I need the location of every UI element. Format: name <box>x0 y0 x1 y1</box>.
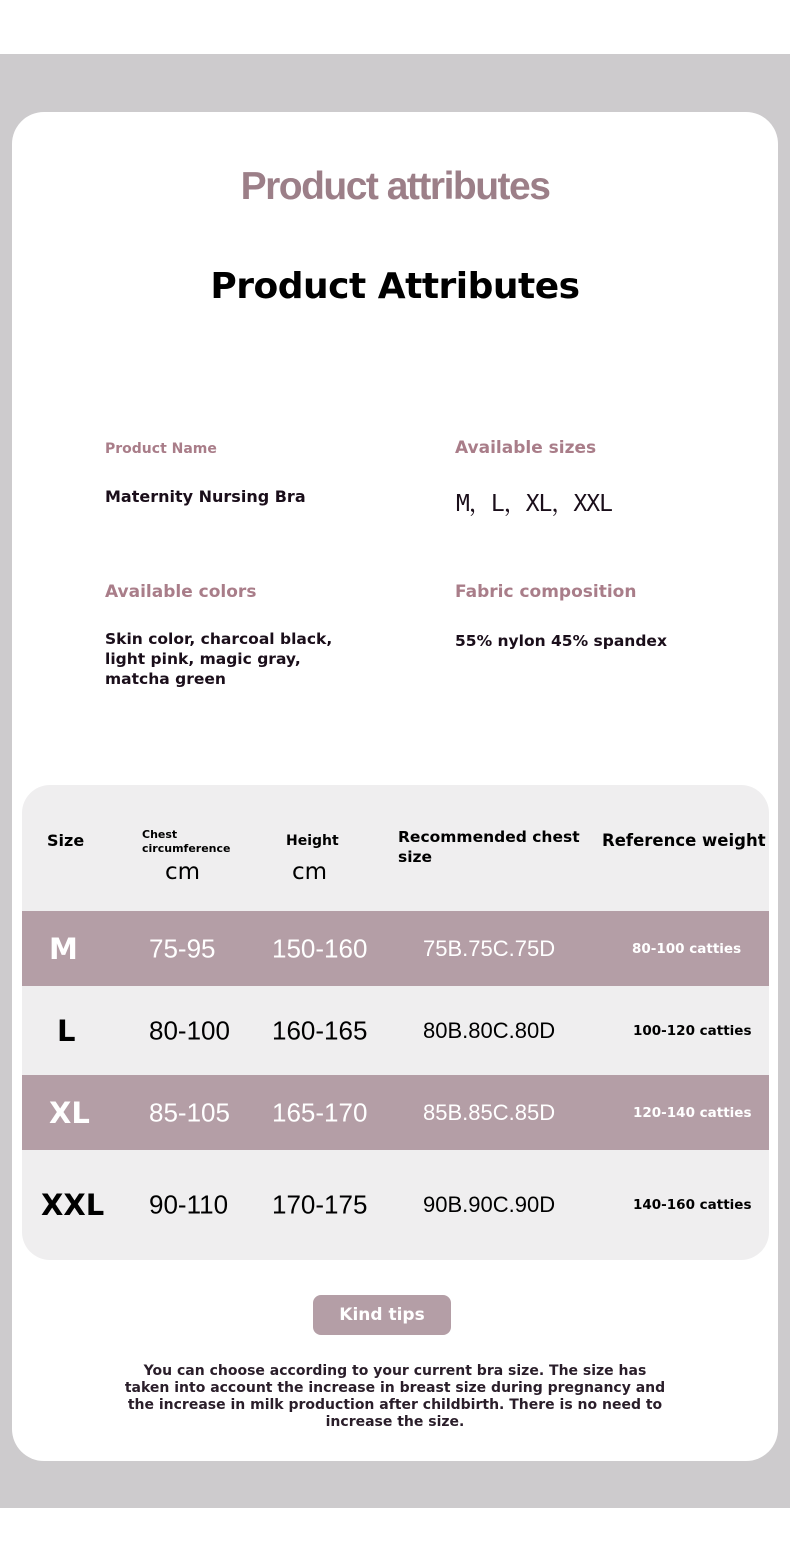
tips-text: You can choose according to your current bra size. The size has taken into account the increase in breast size during pregnancy and the increase in milk production after childbirth. There is no need to increase the size. <box>124 1363 666 1430</box>
cell-size: L <box>57 1013 76 1048</box>
available-sizes-label: Available sizes <box>455 438 597 458</box>
header-size: Size <box>47 831 85 850</box>
cell-size: XXL <box>41 1188 105 1222</box>
cell-chest: 80-100 <box>149 1015 230 1045</box>
header-weight: Reference weight <box>602 831 766 850</box>
cell-recommended: 85B.85C.85D <box>423 1099 556 1125</box>
cell-recommended: 90B.90C.90D <box>423 1192 556 1217</box>
cell-weight: 120-140 catties <box>633 1104 752 1121</box>
available-sizes-value: M，L，XL，XXL <box>456 491 612 517</box>
table-row-xxl <box>22 1150 769 1260</box>
cell-height: 170-175 <box>272 1189 368 1220</box>
fabric-composition-label: Fabric composition <box>455 582 637 602</box>
cell-height: 150-160 <box>272 933 368 963</box>
page-title: Product Attributes <box>210 266 580 307</box>
cell-size: XL <box>49 1095 90 1130</box>
table-row-xl <box>22 1075 769 1150</box>
page-subtitle: Product attributes <box>240 165 550 208</box>
kind-tips-button[interactable]: Kind tips <box>313 1295 451 1335</box>
cell-recommended: 80B.80C.80D <box>423 1017 556 1043</box>
available-colors-value: Skin color, charcoal black, light pink, magic gray, matcha green <box>105 630 333 688</box>
cell-weight: 140-160 catties <box>633 1197 752 1213</box>
header-chest: Chest circumference <box>142 828 231 855</box>
table-row-l <box>22 986 769 1075</box>
header-recommended: Recommended chest size <box>398 828 580 866</box>
cell-chest: 90-110 <box>149 1189 229 1220</box>
cell-size: M <box>49 931 78 966</box>
available-colors-label: Available colors <box>105 582 257 602</box>
header-height-unit: cm <box>292 859 328 885</box>
product-name-value: Maternity Nursing Bra <box>105 487 306 506</box>
cell-recommended: 75B.75C.75D <box>423 935 556 961</box>
cell-height: 165-170 <box>272 1097 368 1127</box>
table-row-m <box>22 911 769 986</box>
product-name-label: Product Name <box>105 441 217 457</box>
header-chest-unit: cm <box>165 859 201 885</box>
cell-height: 160-165 <box>272 1015 368 1045</box>
cell-weight: 80-100 catties <box>632 940 742 957</box>
cell-weight: 100-120 catties <box>633 1022 752 1039</box>
cell-chest: 85-105 <box>149 1097 230 1127</box>
header-height: Height <box>286 833 339 849</box>
fabric-composition-value: 55% nylon 45% spandex <box>455 632 667 650</box>
size-table <box>22 785 769 1260</box>
cell-chest: 75-95 <box>149 933 216 963</box>
